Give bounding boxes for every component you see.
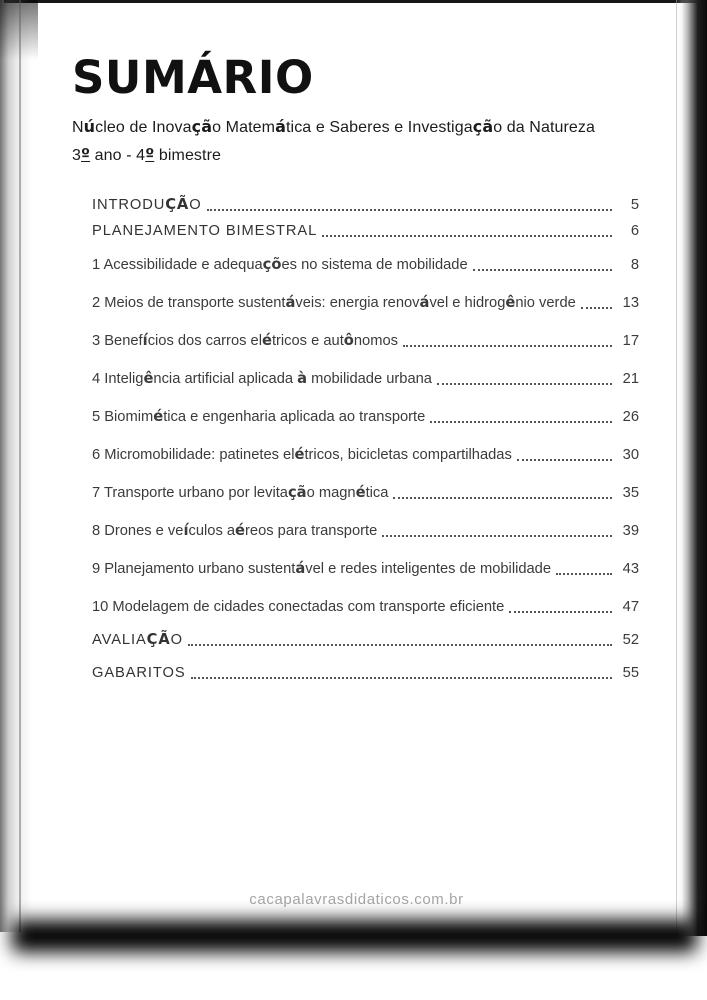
toc-entry-page: 55 xyxy=(622,665,639,681)
toc-leader-dots xyxy=(382,535,612,537)
page-edge-right-shadow xyxy=(676,0,707,936)
toc-leader-dots xyxy=(581,307,612,309)
page-edge-left-shadow xyxy=(0,0,38,932)
toc-leader-dots xyxy=(322,235,612,237)
toc-entry xyxy=(92,195,639,215)
table-of-contents xyxy=(92,195,639,683)
toc-leader-dots xyxy=(393,497,612,499)
toc-entry xyxy=(92,407,639,427)
toc-entry-label: INTRODUÇÃO xyxy=(92,196,202,213)
toc-entry-page: 17 xyxy=(622,333,639,349)
toc-entry-page: 52 xyxy=(622,632,639,648)
toc-entry-label: GABARITOS xyxy=(92,665,186,681)
toc-leader-dots xyxy=(191,677,612,679)
toc-entry-page: 30 xyxy=(622,447,639,463)
toc-entry xyxy=(92,597,639,617)
toc-entry xyxy=(92,559,639,579)
toc-entry-page: 21 xyxy=(622,371,639,387)
toc-entry-label: 1 Acessibilidade e adequações no sistema de mobilidade xyxy=(92,256,468,273)
toc-entry xyxy=(92,331,639,351)
toc-entry-label: 3 Benefícios dos carros elétricos e autônomos xyxy=(92,332,398,349)
toc-entry-page: 47 xyxy=(622,599,639,615)
page-bottom-shadow xyxy=(12,920,697,952)
toc-leader-dots xyxy=(473,269,612,271)
toc-entry-label: AVALIAÇÃO xyxy=(92,631,183,648)
subtitle-line-2: 3º ano - 4º bimestre xyxy=(72,145,222,164)
toc-entry-label: 9 Planejamento urbano sustentável e redes inteligentes de mobilidade xyxy=(92,560,552,577)
toc-leader-dots xyxy=(403,345,612,347)
toc-entry xyxy=(92,630,639,650)
footer-url: cacapalavrasdidaticos.com.br xyxy=(249,891,464,908)
toc-entry xyxy=(92,521,639,541)
toc-entry xyxy=(92,255,639,275)
toc-entry-label: 5 Biomimética e engenharia aplicada ao transporte xyxy=(92,408,426,425)
toc-leader-dots xyxy=(517,459,612,461)
toc-entry-label: 2 Meios de transporte sustentáveis: energia renovável e hidrogênio verde xyxy=(92,294,576,311)
toc-entry-label: 4 Inteligência artificial aplicada à mobilidade urbana xyxy=(92,370,432,387)
subtitle-line-1: Núcleo de Inovação Matemática e Saberes e Investigação da Natureza xyxy=(72,117,596,136)
toc-leader-dots xyxy=(437,383,612,385)
toc-leader-dots xyxy=(207,209,612,211)
toc-entry-page: 5 xyxy=(630,197,639,213)
page-title: SUMÁRIO xyxy=(72,51,314,104)
toc-leader-dots xyxy=(509,611,612,613)
toc-entry-page: 8 xyxy=(630,257,639,273)
toc-entry-page: 43 xyxy=(622,561,639,577)
toc-entry xyxy=(92,293,639,313)
toc-entry-label: 7 Transporte urbano por levitação magnética xyxy=(92,484,389,501)
toc-entry xyxy=(92,663,639,683)
toc-entry xyxy=(92,221,639,241)
page-edge-top-line xyxy=(4,0,707,3)
toc-entry-page: 26 xyxy=(622,409,639,425)
toc-entry-label: 10 Modelagem de cidades conectadas com transporte eficiente xyxy=(92,599,505,615)
toc-entry-page: 13 xyxy=(622,295,639,311)
toc-entry xyxy=(92,483,639,503)
toc-entry-label: PLANEJAMENTO BIMESTRAL xyxy=(92,223,318,239)
toc-entry-page: 35 xyxy=(622,485,639,501)
toc-entry-page: 6 xyxy=(630,223,639,239)
toc-leader-dots xyxy=(556,573,612,575)
toc-entry-label: 6 Micromobilidade: patinetes elétricos, bicicletas compartilhadas xyxy=(92,446,512,463)
toc-entry xyxy=(92,369,639,389)
toc-entry xyxy=(92,445,639,465)
toc-entry-label: 8 Drones e veículos aéreos para transporte xyxy=(92,522,378,539)
toc-leader-dots xyxy=(188,644,612,646)
toc-leader-dots xyxy=(430,421,612,423)
toc-entry-page: 39 xyxy=(622,523,639,539)
